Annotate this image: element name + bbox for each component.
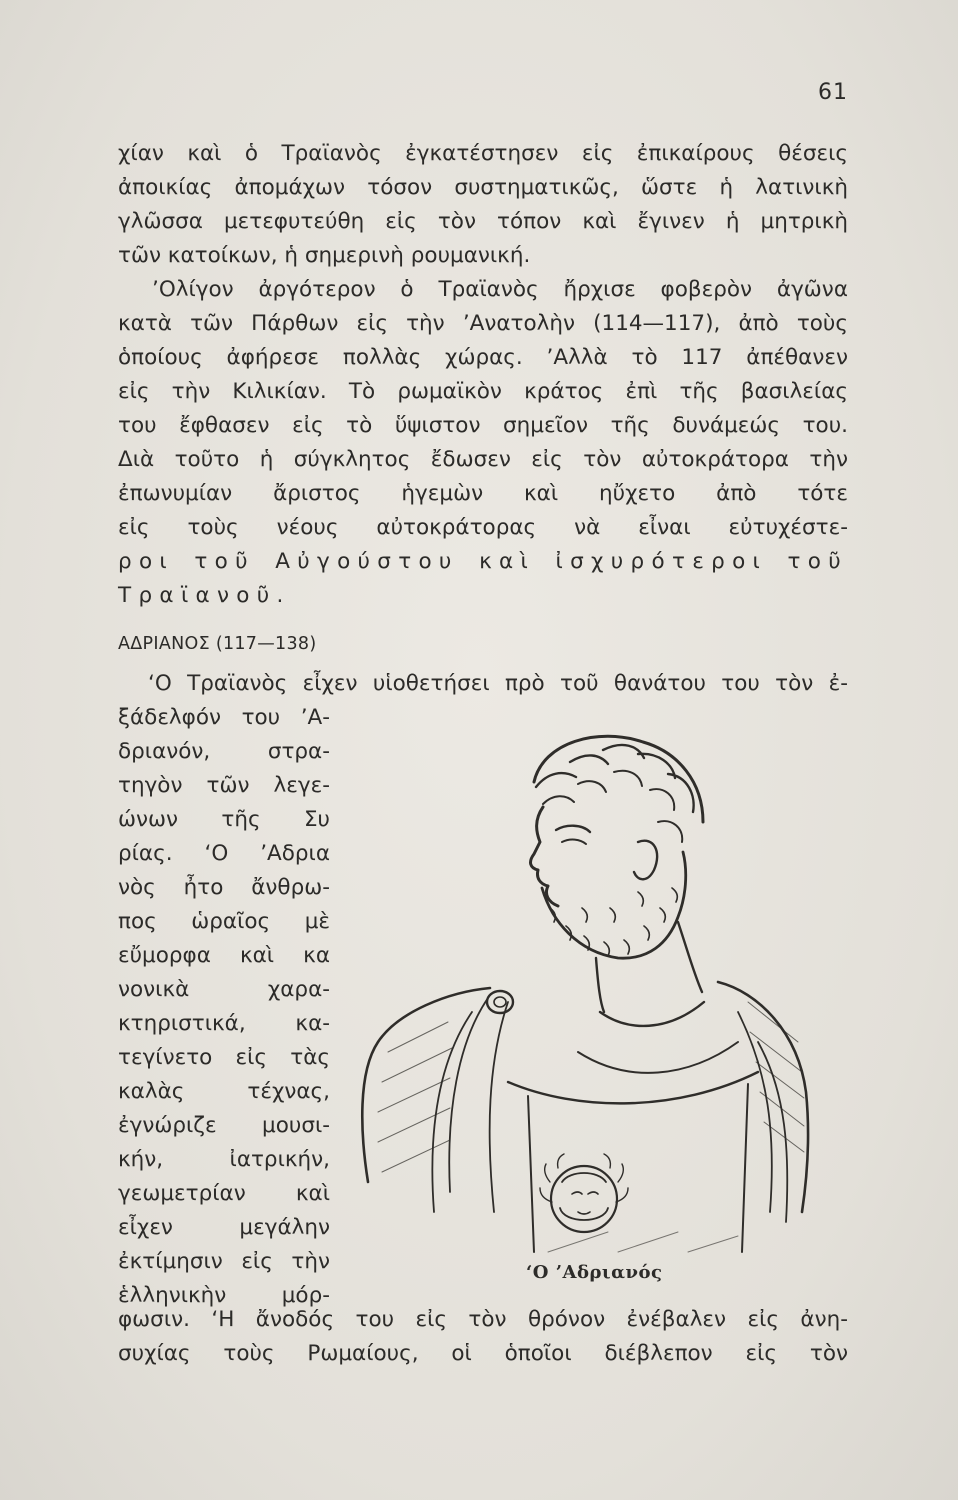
text-line: εἶχεν μεγάλην [118, 1215, 330, 1240]
text-line: ’Ολίγον ἀργότερον ὁ Τραϊανὸς ἤρχισε φοβερὸν ἀγῶνα [152, 277, 848, 302]
text-line: Τραϊανοῦ. [118, 583, 291, 608]
text-line: κτηριστικά, κα- [118, 1011, 330, 1036]
text-line: δριανόν, στρα- [118, 739, 330, 764]
text-line: κήν, ἰατρικήν, [118, 1147, 330, 1172]
text-line: ‘Ο Τραϊανὸς εἶχεν υἱοθετήσει πρὸ τοῦ θανάτου του τὸν ἐ- [148, 671, 848, 696]
text-line: ροι τοῦ Αὐγούστου καὶ ἰσχυρότεροι τοῦ [118, 549, 848, 574]
text-line: του ἔφθασεν εἰς τὸ ὕψιστον σημεῖον τῆς δυνάμεώς του. [118, 413, 848, 438]
text-line: νὸς ἦτο ἄνθρω- [118, 875, 330, 900]
section-heading: ΑΔΡΙΑΝΟΣ (117—138) [118, 634, 317, 654]
text-line: πος ὡραῖος μὲ [118, 909, 330, 934]
text-line: ρίας. ‘Ο ’Αδρια [118, 841, 330, 866]
text-line: ἐπωνυμίαν ἄριστος ἡγεμὼν καὶ ηὔχετο ἀπὸ τότε [118, 481, 848, 506]
text-line: ἑλληνικὴν μόρ- [118, 1283, 330, 1308]
text-line: ὁποίους ἀφήρεσε πολλὰς χώρας. ’Αλλὰ τὸ 117 ἀπέθανεν [118, 345, 848, 370]
text-line: τῶν κατοίκων, ἡ σημερινὴ ρουμανική. [118, 243, 531, 268]
text-line: τεγίνετο εἰς τὰς [118, 1045, 330, 1070]
portrait-caption: ‘Ο ’Αδριανός [526, 1262, 663, 1283]
text-line: τηγὸν τῶν λεγε- [118, 773, 330, 798]
page-number: 61 [818, 80, 848, 105]
text-line: κατὰ τῶν Πάρθων εἰς τὴν ’Ανατολὴν (114—117), ἀπὸ τοὺς [118, 311, 848, 336]
text-line: ώνων τῆς Συ [118, 807, 330, 832]
text-line: Διὰ τοῦτο ἡ σύγκλητος ἔδωσεν εἰς τὸν αὐτοκράτορα τὴν [118, 447, 848, 472]
text-line: γλῶσσα μετεφυτεύθη εἰς τὸν τόπον καὶ ἔγινεν ἡ μητρικὴ [118, 209, 848, 234]
text-line: ἐγνώριζε μουσι- [118, 1113, 330, 1138]
text-line: ἀποικίας ἀπομάχων τόσον συστηματικῶς, ὥστε ἡ λατινικὴ [118, 175, 848, 200]
text-line: ξάδελφόν του ’Α- [118, 705, 330, 730]
text-line: εἰς τοὺς νέους αὐτοκράτορας νὰ εἶναι εὐτυχέστε- [118, 515, 848, 540]
text-line: συχίας τοὺς Ρωμαίους, οἱ ὁποῖοι διέβλεπον εἰς τὸν [118, 1341, 848, 1366]
text-line: γεωμετρίαν καὶ [118, 1181, 330, 1206]
text-line: ἐκτίμησιν εἰς τὴν [118, 1249, 330, 1274]
text-line: καλὰς τέχνας, [118, 1079, 330, 1104]
text-line: εἰς τὴν Κιλικίαν. Τὸ ρωμαϊκὸν κράτος ἐπὶ τῆς βασιλείας [118, 379, 848, 404]
text-line: χίαν καὶ ὁ Τραϊανὸς ἐγκατέστησεν εἰς ἐπικαίρους θέσεις [118, 141, 848, 166]
hadrian-portrait-illustration [338, 712, 838, 1272]
text-line: εὔμορφα καὶ κα [118, 943, 330, 968]
text-line: νονικὰ χαρα- [118, 977, 330, 1002]
text-line: φωσιν. ‘Η ἄνοδός του εἰς τὸν θρόνον ἐνέβαλεν εἰς ἀνη- [118, 1307, 848, 1332]
